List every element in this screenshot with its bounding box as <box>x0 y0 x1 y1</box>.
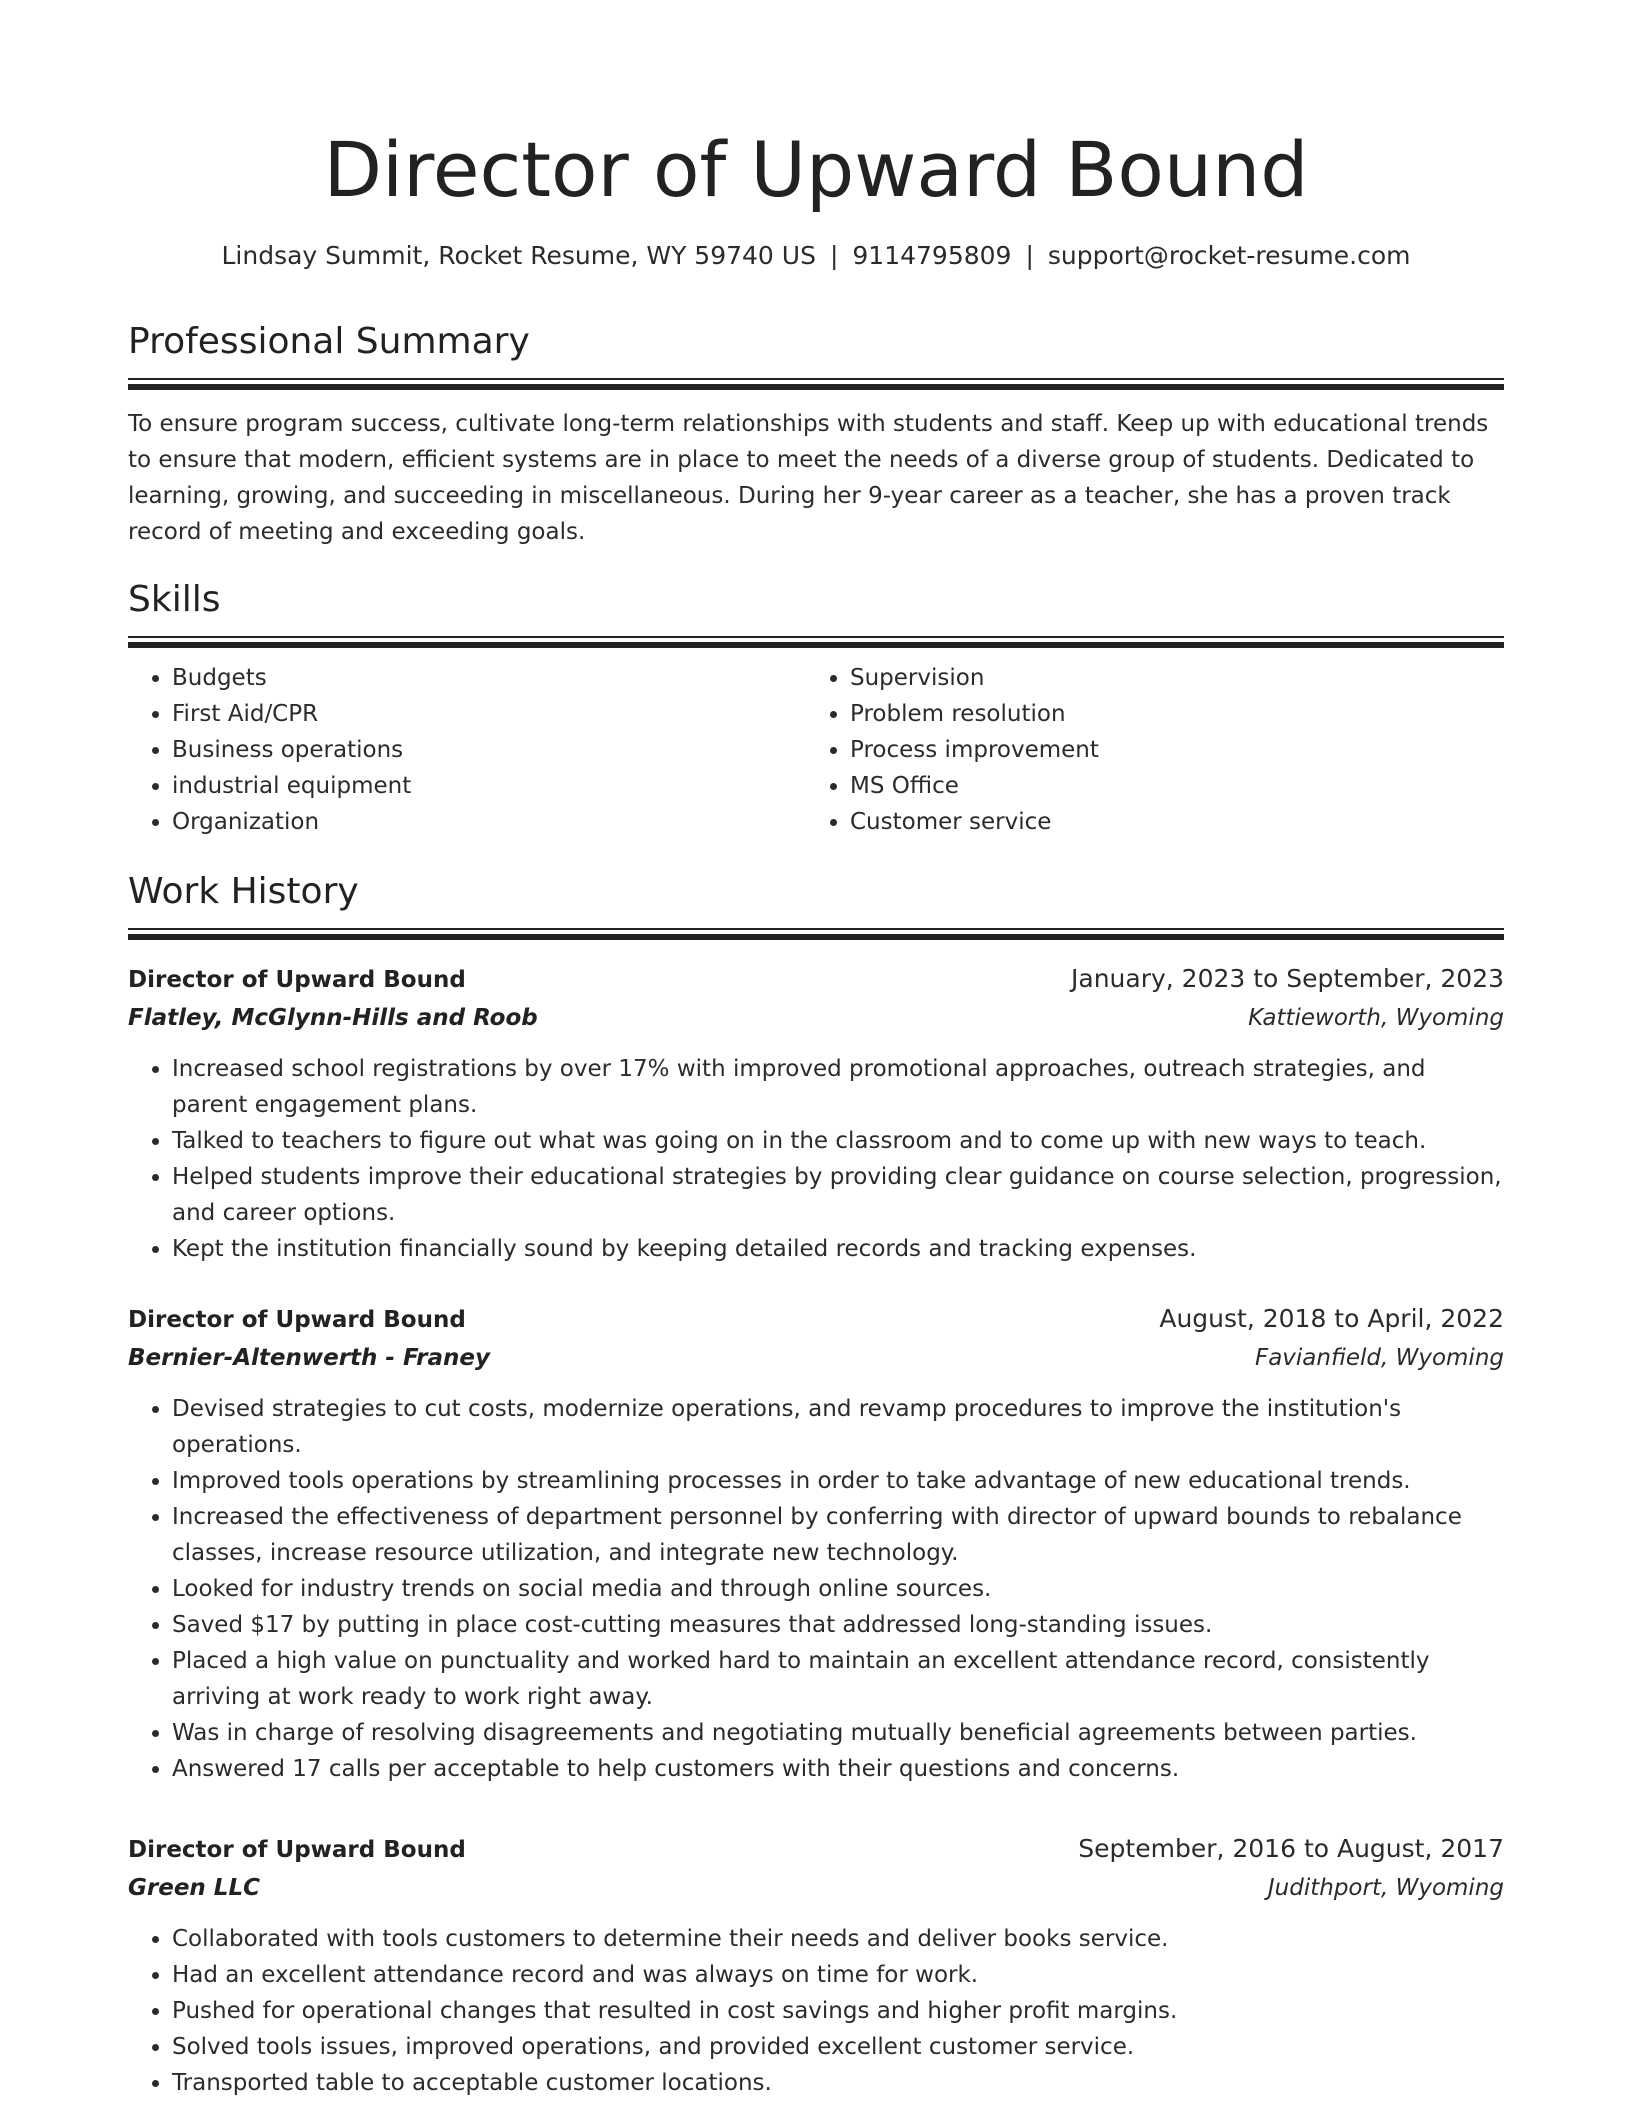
skill-item: • Business operations <box>172 732 806 768</box>
job-title: Director of Upward Bound <box>128 1307 466 1333</box>
job-location: Favianfield, Wyoming <box>1254 1345 1504 1371</box>
section-divider <box>128 378 1504 390</box>
job-company: Bernier-Altenwerth - Franey <box>128 1345 491 1371</box>
job-bullet: • Solved tools issues, improved operations, and provided excellent customer service. <box>172 2029 1504 2065</box>
job-header-row <box>128 1830 1504 1869</box>
skills-section <box>128 576 1504 840</box>
job-dates: January, 2023 to September, 2023 <box>1071 964 1504 993</box>
skills-list-left <box>128 660 806 840</box>
contact-phone: 9114795809 <box>852 241 1012 270</box>
job-title: Director of Upward Bound <box>128 1837 466 1863</box>
job-company-row <box>128 1869 1504 1907</box>
job-bullets <box>128 1051 1504 1267</box>
contact-email[interactable]: support@rocket-resume.com <box>1047 241 1411 270</box>
skill-item: • Customer service <box>850 804 1484 840</box>
skill-item: • Organization <box>172 804 806 840</box>
job-bullet: • Devised strategies to cut costs, modernize operations, and revamp procedures to improve the institution's operations. <box>172 1391 1504 1463</box>
contact-separator: | <box>1025 241 1034 270</box>
job-bullet: • Had an excellent attendance record and was always on time for work. <box>172 1957 1504 1993</box>
job-entry <box>128 1300 1504 1787</box>
skill-item: • First Aid/CPR <box>172 696 806 732</box>
job-bullet: • Was in charge of resolving disagreements and negotiating mutually beneficial agreements between parties. <box>172 1715 1504 1751</box>
job-bullet: • Talked to teachers to figure out what was going on in the classroom and to come up with new ways to teach. <box>172 1123 1504 1159</box>
job-location: Kattieworth, Wyoming <box>1248 1005 1504 1031</box>
job-bullet: • Kept the institution financially sound by keeping detailed records and tracking expenses. <box>172 1231 1504 1267</box>
job-entry <box>128 960 1504 1267</box>
skill-item: • MS Office <box>850 768 1484 804</box>
job-company: Green LLC <box>128 1875 260 1901</box>
skills-heading: Skills <box>128 579 221 620</box>
job-bullet: • Looked for industry trends on social media and through online sources. <box>172 1571 1504 1607</box>
job-dates: August, 2018 to April, 2022 <box>1159 1304 1504 1333</box>
skills-columns <box>128 660 1504 840</box>
skill-item: • industrial equipment <box>172 768 806 804</box>
job-bullet: • Increased the effectiveness of department personnel by conferring with director of upward bounds to rebalance classes, increase resource utilization, and integrate new technology. <box>172 1499 1504 1571</box>
skill-item: • Problem resolution <box>850 696 1484 732</box>
job-bullet: • Answered 17 calls per acceptable to help customers with their questions and concerns. <box>172 1751 1504 1787</box>
job-title: Director of Upward Bound <box>128 967 466 993</box>
resume-title: Director of Upward Bound <box>323 125 1309 214</box>
job-bullets <box>128 1921 1504 2101</box>
work-history-section <box>128 868 1504 940</box>
skill-item: • Budgets <box>172 660 806 696</box>
job-bullet: • Improved tools operations by streamlining processes in order to take advantage of new educational trends. <box>172 1463 1504 1499</box>
job-header-row <box>128 960 1504 999</box>
section-divider <box>128 928 1504 940</box>
job-bullet: • Transported table to acceptable customer locations. <box>172 2065 1504 2101</box>
job-location: Judithport, Wyoming <box>1267 1875 1504 1901</box>
summary-text: To ensure program success, cultivate long-term relationships with students and staff. Keep up with educational trends to ensure that modern, efficient systems are in place to meet the needs of a diverse group of students. Dedicated to learning, growing, and succeeding in miscellaneous. During her 9-year career as a teacher, she has a proven track record of meeting and exceeding goals. <box>128 411 1489 545</box>
job-company: Flatley, McGlynn-Hills and Roob <box>128 1005 538 1031</box>
contact-separator: | <box>829 241 839 270</box>
skill-item: • Process improvement <box>850 732 1484 768</box>
job-bullets <box>128 1391 1504 1787</box>
job-bullet: • Collaborated with tools customers to determine their needs and deliver books service. <box>172 1921 1504 1957</box>
job-bullet: • Pushed for operational changes that resulted in cost savings and higher profit margins. <box>172 1993 1504 2029</box>
job-dates: September, 2016 to August, 2017 <box>1078 1834 1504 1863</box>
job-entry <box>128 1830 1504 2101</box>
job-bullet: • Increased school registrations by over 17% with improved promotional approaches, outreach strategies, and parent engagement plans. <box>172 1051 1504 1123</box>
job-company-row <box>128 999 1504 1037</box>
job-bullet: • Placed a high value on punctuality and worked hard to maintain an excellent attendance record, consistently arriving at work ready to work right away. <box>172 1643 1504 1715</box>
work-history-heading: Work History <box>128 871 359 912</box>
job-header-row <box>128 1300 1504 1339</box>
skills-list-right <box>806 660 1484 840</box>
contact-line <box>128 238 1504 274</box>
summary-heading: Professional Summary <box>128 321 530 362</box>
section-divider <box>128 636 1504 648</box>
contact-address: Lindsay Summit, Rocket Resume, WY 59740 US <box>221 241 816 270</box>
skill-item: • Supervision <box>850 660 1484 696</box>
job-bullet: • Helped students improve their educational strategies by providing clear guidance on course selection, progression, and career options. <box>172 1159 1504 1231</box>
job-company-row <box>128 1339 1504 1377</box>
job-bullet: • Saved $17 by putting in place cost-cutting measures that addressed long-standing issues. <box>172 1607 1504 1643</box>
summary-section <box>128 318 1504 550</box>
